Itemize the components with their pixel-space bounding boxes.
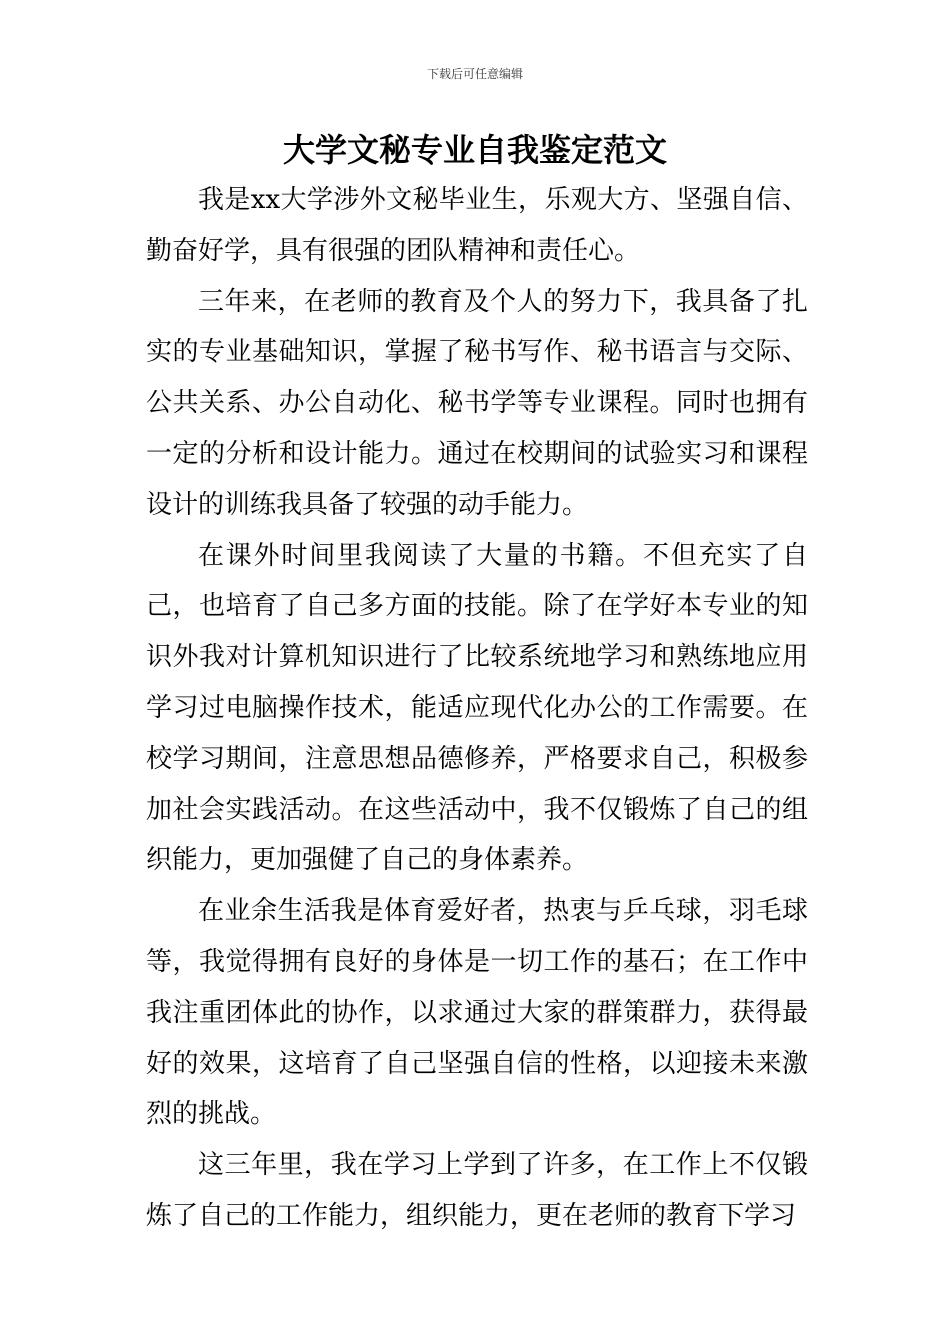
paragraph-5: 这三年里，我在学习上学到了许多，在工作上不仅锻炼了自己的工作能力，组织能力，更在老师的教育下学习 (146, 1150, 808, 1231)
document-body (146, 175, 808, 1242)
paragraph-1: 我是xx大学涉外文秘毕业生，乐观大方、坚强自信、勤奋好学，具有很强的团队精神和责任心。 (146, 185, 808, 266)
document-title: 大学文秘专业自我鉴定范文 (282, 131, 667, 169)
paragraph-2: 三年来，在老师的教育及个人的努力下，我具备了扎实的专业基础知识，掌握了秘书写作、秘书语言与交际、公共关系、办公自动化、秘书学等专业课程。同时也拥有一定的分析和设计能力。通过在校期间的试验实习和课程设计的训练我具备了较强的动手能力。 (146, 286, 808, 520)
paragraph-3: 在课外时间里我阅读了大量的书籍。不但充实了自己，也培育了自己多方面的技能。除了在学好本专业的知识外我对计算机知识进行了比较系统地学习和熟练地应用学习过电脑操作技术，能适应现代化办公的工作需要。在校学习期间，注意思想品德修养，严格要求自己，积极参加社会实践活动。在这些活动中，我不仅锻炼了自己的组织能力，更加强健了自己的身体素养。 (146, 540, 808, 876)
header-note: 下载后可任意编辑 (426, 67, 523, 81)
paragraph-4: 在业余生活我是体育爱好者，热衷与乒乓球，羽毛球等，我觉得拥有良好的身体是一切工作的基石；在工作中我注重团体此的协作，以求通过大家的群策群力，获得最好的效果，这培育了自己坚强自信的性格，以迎接未来激烈的挑战。 (146, 896, 808, 1130)
